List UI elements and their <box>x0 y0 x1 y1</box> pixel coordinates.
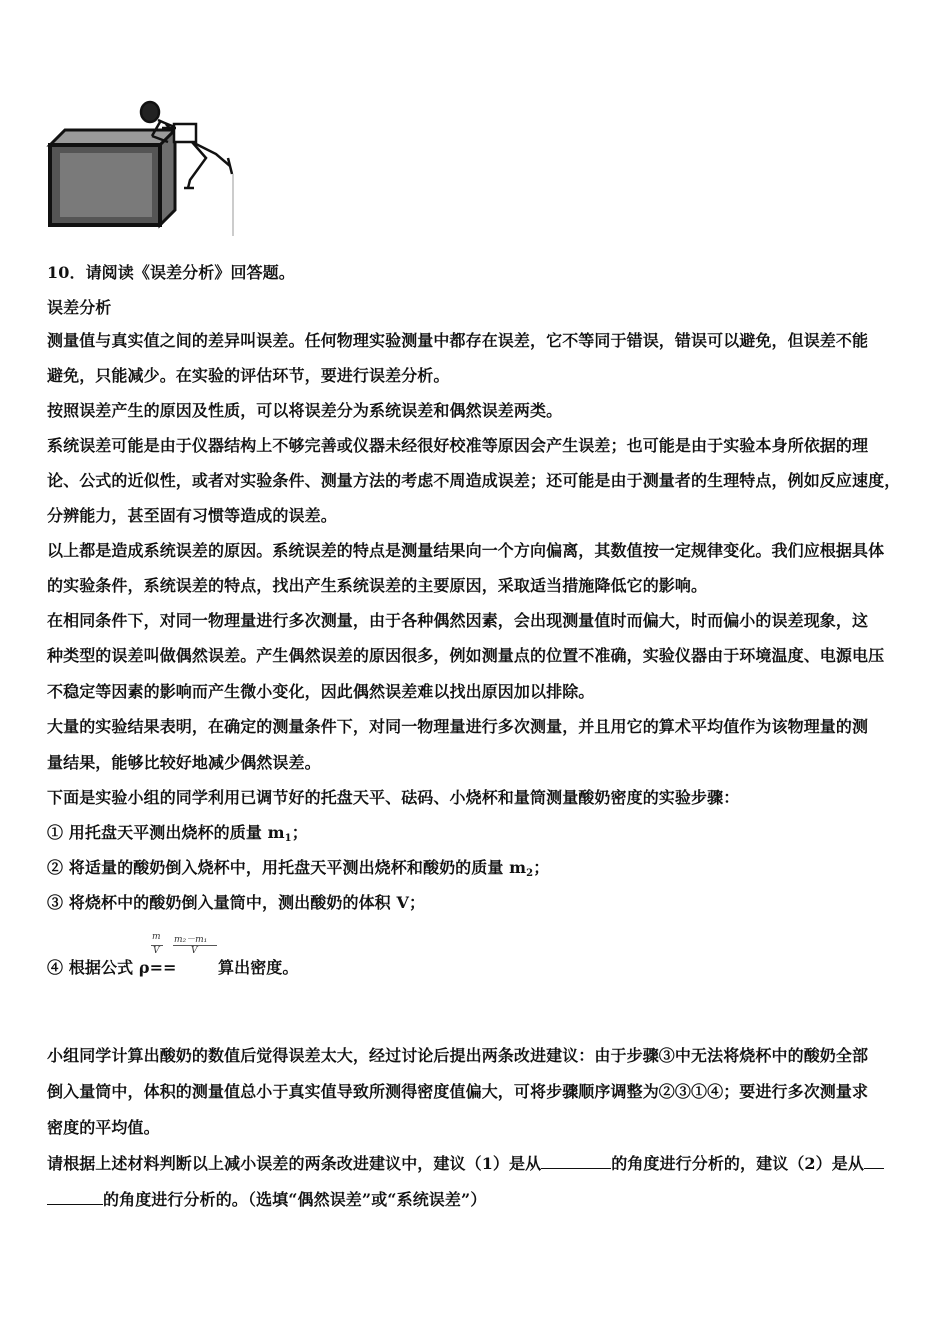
paragraph-line: 大量的实验结果表明，在确定的测量条件下，对同一物理量进行多次测量，并且用它的算术平均值作为该物理量的测 <box>47 717 869 736</box>
discussion-line: 密度的平均值。 <box>47 1118 160 1137</box>
step-3: ③ 将烧杯中的酸奶倒入量筒中，测出酸奶的体积 V； <box>47 893 426 912</box>
section-title: 误差分析 <box>47 298 112 317</box>
answer-blank-1[interactable] <box>541 1154 611 1169</box>
paragraph-line: 按照误差产生的原因及性质，可以将误差分为系统误差和偶然误差两类。 <box>47 401 563 420</box>
fraction-2-denominator: V <box>191 946 198 956</box>
step-2-text: ② 将适量的酸奶倒入烧杯中，用托盘天平测出烧杯和酸奶的质量 m <box>47 858 527 877</box>
fraction-1-denominator: V <box>153 946 160 956</box>
paragraph-line: 的实验条件，系统误差的特点，找出产生系统误差的主要原因，采取适当措施降低它的影响。 <box>47 576 708 595</box>
step-4-end: 算出密度。 <box>218 958 299 977</box>
answer-prompt-line-1 <box>47 1154 884 1174</box>
paragraph-line: 系统误差可能是由于仪器结构上不够完善或仪器未经很好校准等原因会产生误差；也可能是由于实验本身所依据的理 <box>47 436 869 455</box>
discussion-line: 小组同学计算出酸奶的数值后觉得误差太大，经过讨论后提出两条改进建议：由于步骤③中无法将烧杯中的酸奶全部 <box>47 1046 869 1065</box>
fraction-2-numerator: m₂－m₁ <box>174 935 208 945</box>
subscript: 2 <box>526 868 534 879</box>
step-4-text: ④ 根据公式 ρ= <box>47 958 164 977</box>
question-title: 10．请阅读《误差分析》回答题。 <box>47 263 295 282</box>
step-1 <box>47 823 308 849</box>
answer-blank-2[interactable] <box>47 1190 103 1205</box>
answer-prompt-line-2 <box>47 1190 486 1210</box>
answer-blank-2-start[interactable] <box>864 1154 884 1169</box>
subscript: 1 <box>284 833 292 844</box>
paragraph-line: 以上都是造成系统误差的原因。系统误差的特点是测量结果向一个方向偏离，其数值按一定规律变化。我们应根据具体 <box>47 541 885 560</box>
step-1-text: ① 用托盘天平测出烧杯的质量 m <box>47 823 285 842</box>
step-1-end: ； <box>291 823 308 842</box>
boy-pushing-box-figure <box>40 90 240 240</box>
paragraph-line: 避免，只能减少。在实验的评估环节，要进行误差分析。 <box>47 366 450 385</box>
paragraph-line: 测量值与真实值之间的差异叫误差。任何物理实验测量中都存在误差，它不等同于错误，错误可以避免，但误差不能 <box>47 331 869 350</box>
paragraph-line: 分辨能力，甚至固有习惯等造成的误差。 <box>47 506 337 525</box>
box-illustration <box>50 130 175 225</box>
fraction-1-numerator: m <box>152 932 161 942</box>
paragraph-line: 种类型的误差叫做偶然误差。产生偶然误差的原因很多，例如测量点的位置不准确，实验仪器由于环境温度、电源电压 <box>47 646 885 665</box>
step-4-equals: = <box>163 958 177 977</box>
paragraph-line: 在相同条件下，对同一物理量进行多次测量，由于各种偶然因素，会出现测量值时而偏大，时而偏小的误差现象，这 <box>47 611 869 630</box>
paragraph-line: 下面是实验小组的同学利用已调节好的托盘天平、砝码、小烧杯和量筒测量酸奶密度的实验步骤： <box>47 788 740 807</box>
discussion-line: 倒入量筒中，体积的测量值总小于真实值导致所测得密度值偏大，可将步骤顺序调整为②③①④；要进行多次测量求 <box>47 1082 869 1101</box>
prompt-text-b: 的角度进行分析的，建议（2）是从 <box>611 1154 864 1173</box>
paragraph-line: 不稳定等因素的影响而产生微小变化，因此偶然误差难以找出原因加以排除。 <box>47 682 595 701</box>
paragraph-line: 量结果，能够比较好地减少偶然误差。 <box>47 753 321 772</box>
step-2 <box>47 858 549 884</box>
prompt-text-a: 请根据上述材料判断以上减小误差的两条改进建议中，建议（1）是从 <box>47 1154 542 1173</box>
step-2-end: ； <box>533 858 550 877</box>
paragraph-line: 论、公式的近似性，或者对实验条件、测量方法的考虑不周造成误差；还可能是由于测量者的生理特点，例如反应速度， <box>47 471 901 490</box>
prompt-text-c: 的角度进行分析的。（选填“偶然误差”或“系统误差”） <box>103 1190 487 1209</box>
